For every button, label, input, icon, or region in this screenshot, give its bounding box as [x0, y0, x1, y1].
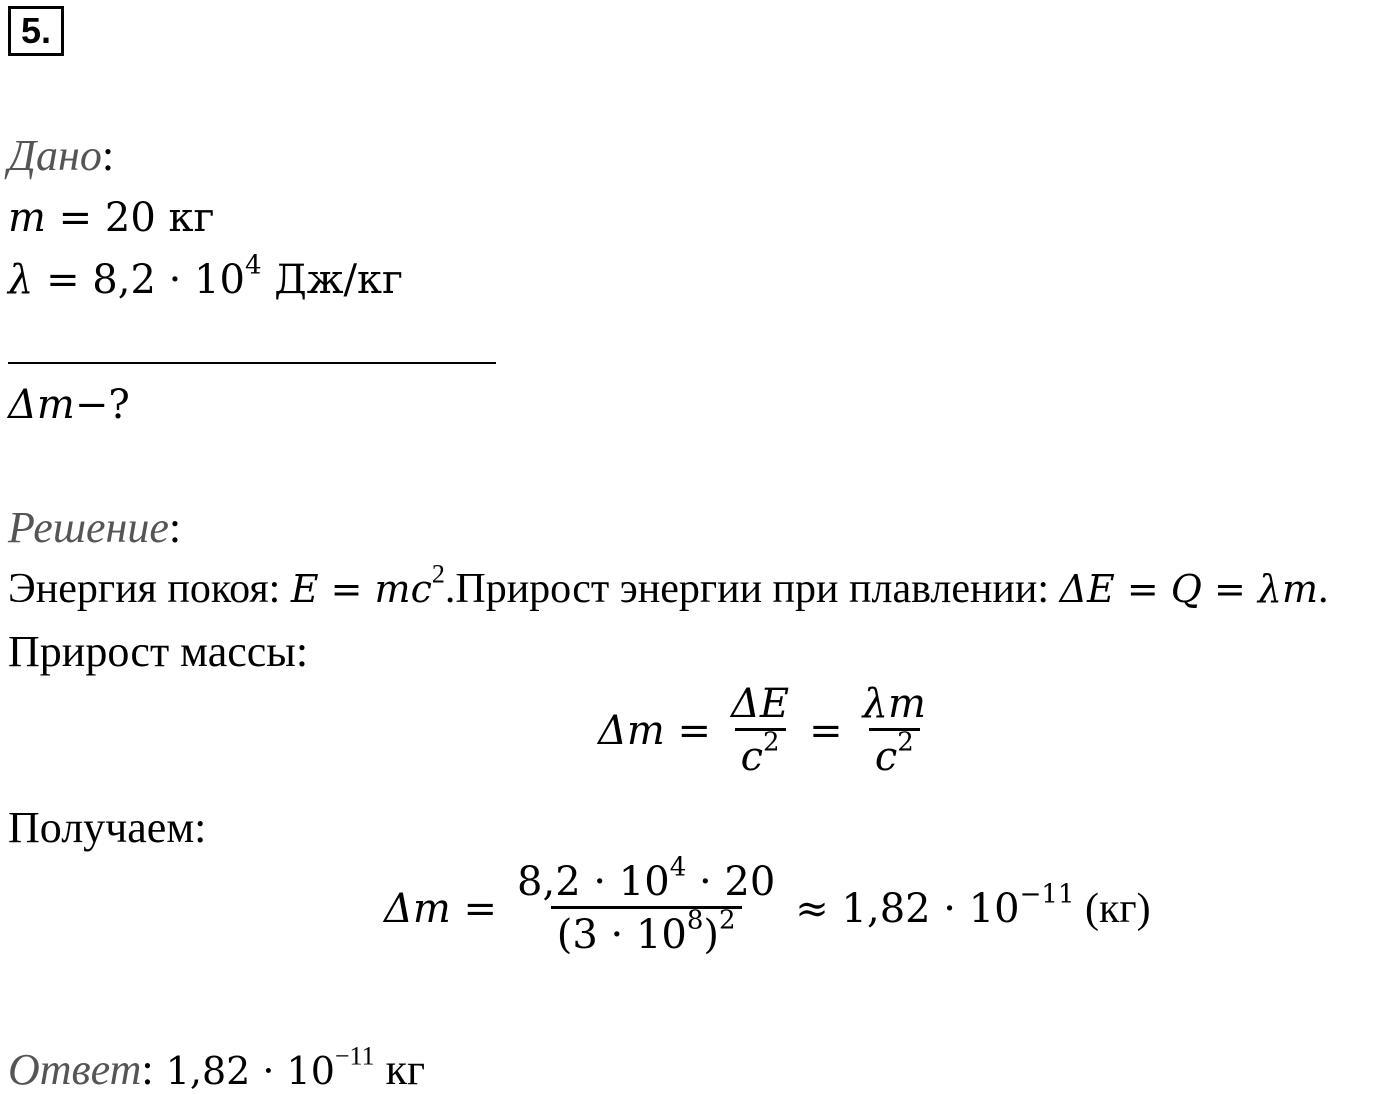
- energy-gain-text: .Прирост энергии при плавлении:: [444, 566, 1060, 612]
- eq1-frac2-denominator: [869, 727, 920, 780]
- eq1-frac1-den-exp: 2: [763, 727, 780, 758]
- eq2-numerator: [511, 852, 781, 906]
- eq1-fraction-1: [725, 681, 795, 780]
- eq2-den-exp2: 2: [719, 905, 736, 936]
- solution-colon: :: [168, 503, 182, 552]
- eq2-result: [795, 879, 1151, 932]
- problem-number: 5.: [8, 6, 64, 56]
- eq1-frac2-numerator: λm: [862, 681, 926, 727]
- answer-label: Ответ: [8, 1045, 142, 1094]
- answer-line: [8, 1041, 426, 1094]
- eq2-rhs: ≈ 1,82 · 10: [795, 885, 1020, 932]
- eq1-frac2-den-base: c: [874, 734, 898, 780]
- given-colon: :: [101, 131, 115, 180]
- eq2-lhs: Δm =: [384, 885, 498, 932]
- lambda-exponent: 4: [244, 250, 262, 281]
- eq2-num-a: 8,2 · 10: [517, 859, 670, 905]
- lambda-value: = 8,2 · 10: [33, 257, 245, 303]
- given-mass: [8, 195, 215, 241]
- mass-symbol: m: [8, 195, 46, 241]
- eq1-fraction-2: [857, 681, 932, 780]
- lambda-symbol: λ: [8, 257, 34, 303]
- solution-line-3: Получаем:: [8, 803, 207, 852]
- solution-heading: [8, 503, 182, 552]
- eq1-frac1-numerator: ΔE: [731, 681, 790, 727]
- energy-gain-formula: ΔE = Q = λm: [1059, 567, 1319, 611]
- eq2-rhs-exp: −11: [1019, 879, 1075, 909]
- rest-energy-formula: E = mc: [290, 567, 432, 611]
- eq1-frac1-den-base: c: [740, 734, 764, 780]
- line1-period: .: [1318, 566, 1329, 612]
- solution-label: Решение: [8, 503, 169, 552]
- solution-line-2: Прирост массы:: [8, 627, 309, 676]
- eq2-den-exp: 8: [686, 905, 704, 936]
- answer-value: 1,82 · 10: [153, 1049, 335, 1093]
- rest-energy-exponent: 2: [431, 559, 445, 589]
- eq2-den-b: ): [703, 912, 720, 958]
- answer-exponent: −11: [334, 1041, 375, 1071]
- find-line: [8, 382, 130, 428]
- eq1-equals: =: [809, 707, 843, 754]
- lambda-unit: Дж/кг: [261, 257, 403, 303]
- eq1-frac2-den-exp: 2: [897, 727, 914, 758]
- answer-unit: кг: [374, 1045, 426, 1094]
- eq2-den-a: (3 · 10: [556, 912, 687, 958]
- find-symbol: Δm: [8, 382, 75, 428]
- eq1-frac1-denominator: [735, 727, 786, 780]
- eq2-rhs-unit: (кг): [1074, 885, 1151, 932]
- eq1-lhs: Δm =: [598, 707, 712, 754]
- answer-colon: :: [141, 1045, 154, 1094]
- numeric-equation: [384, 852, 1151, 958]
- eq2-num-exp: 4: [669, 852, 687, 883]
- given-lambda: [8, 250, 403, 303]
- given-separator: [8, 362, 496, 364]
- rest-energy-text: Энергия покоя:: [8, 566, 291, 612]
- given-heading: [8, 131, 115, 180]
- solution-line-1: [8, 559, 1329, 612]
- mass-value: = 20 кг: [45, 195, 215, 241]
- eq2-num-b: · 20: [686, 859, 776, 905]
- eq2-fraction: [511, 852, 781, 958]
- find-rest: −?: [74, 382, 130, 428]
- mass-gain-equation: [598, 681, 932, 780]
- eq2-denominator: [551, 905, 742, 958]
- given-label: Дано: [8, 131, 102, 180]
